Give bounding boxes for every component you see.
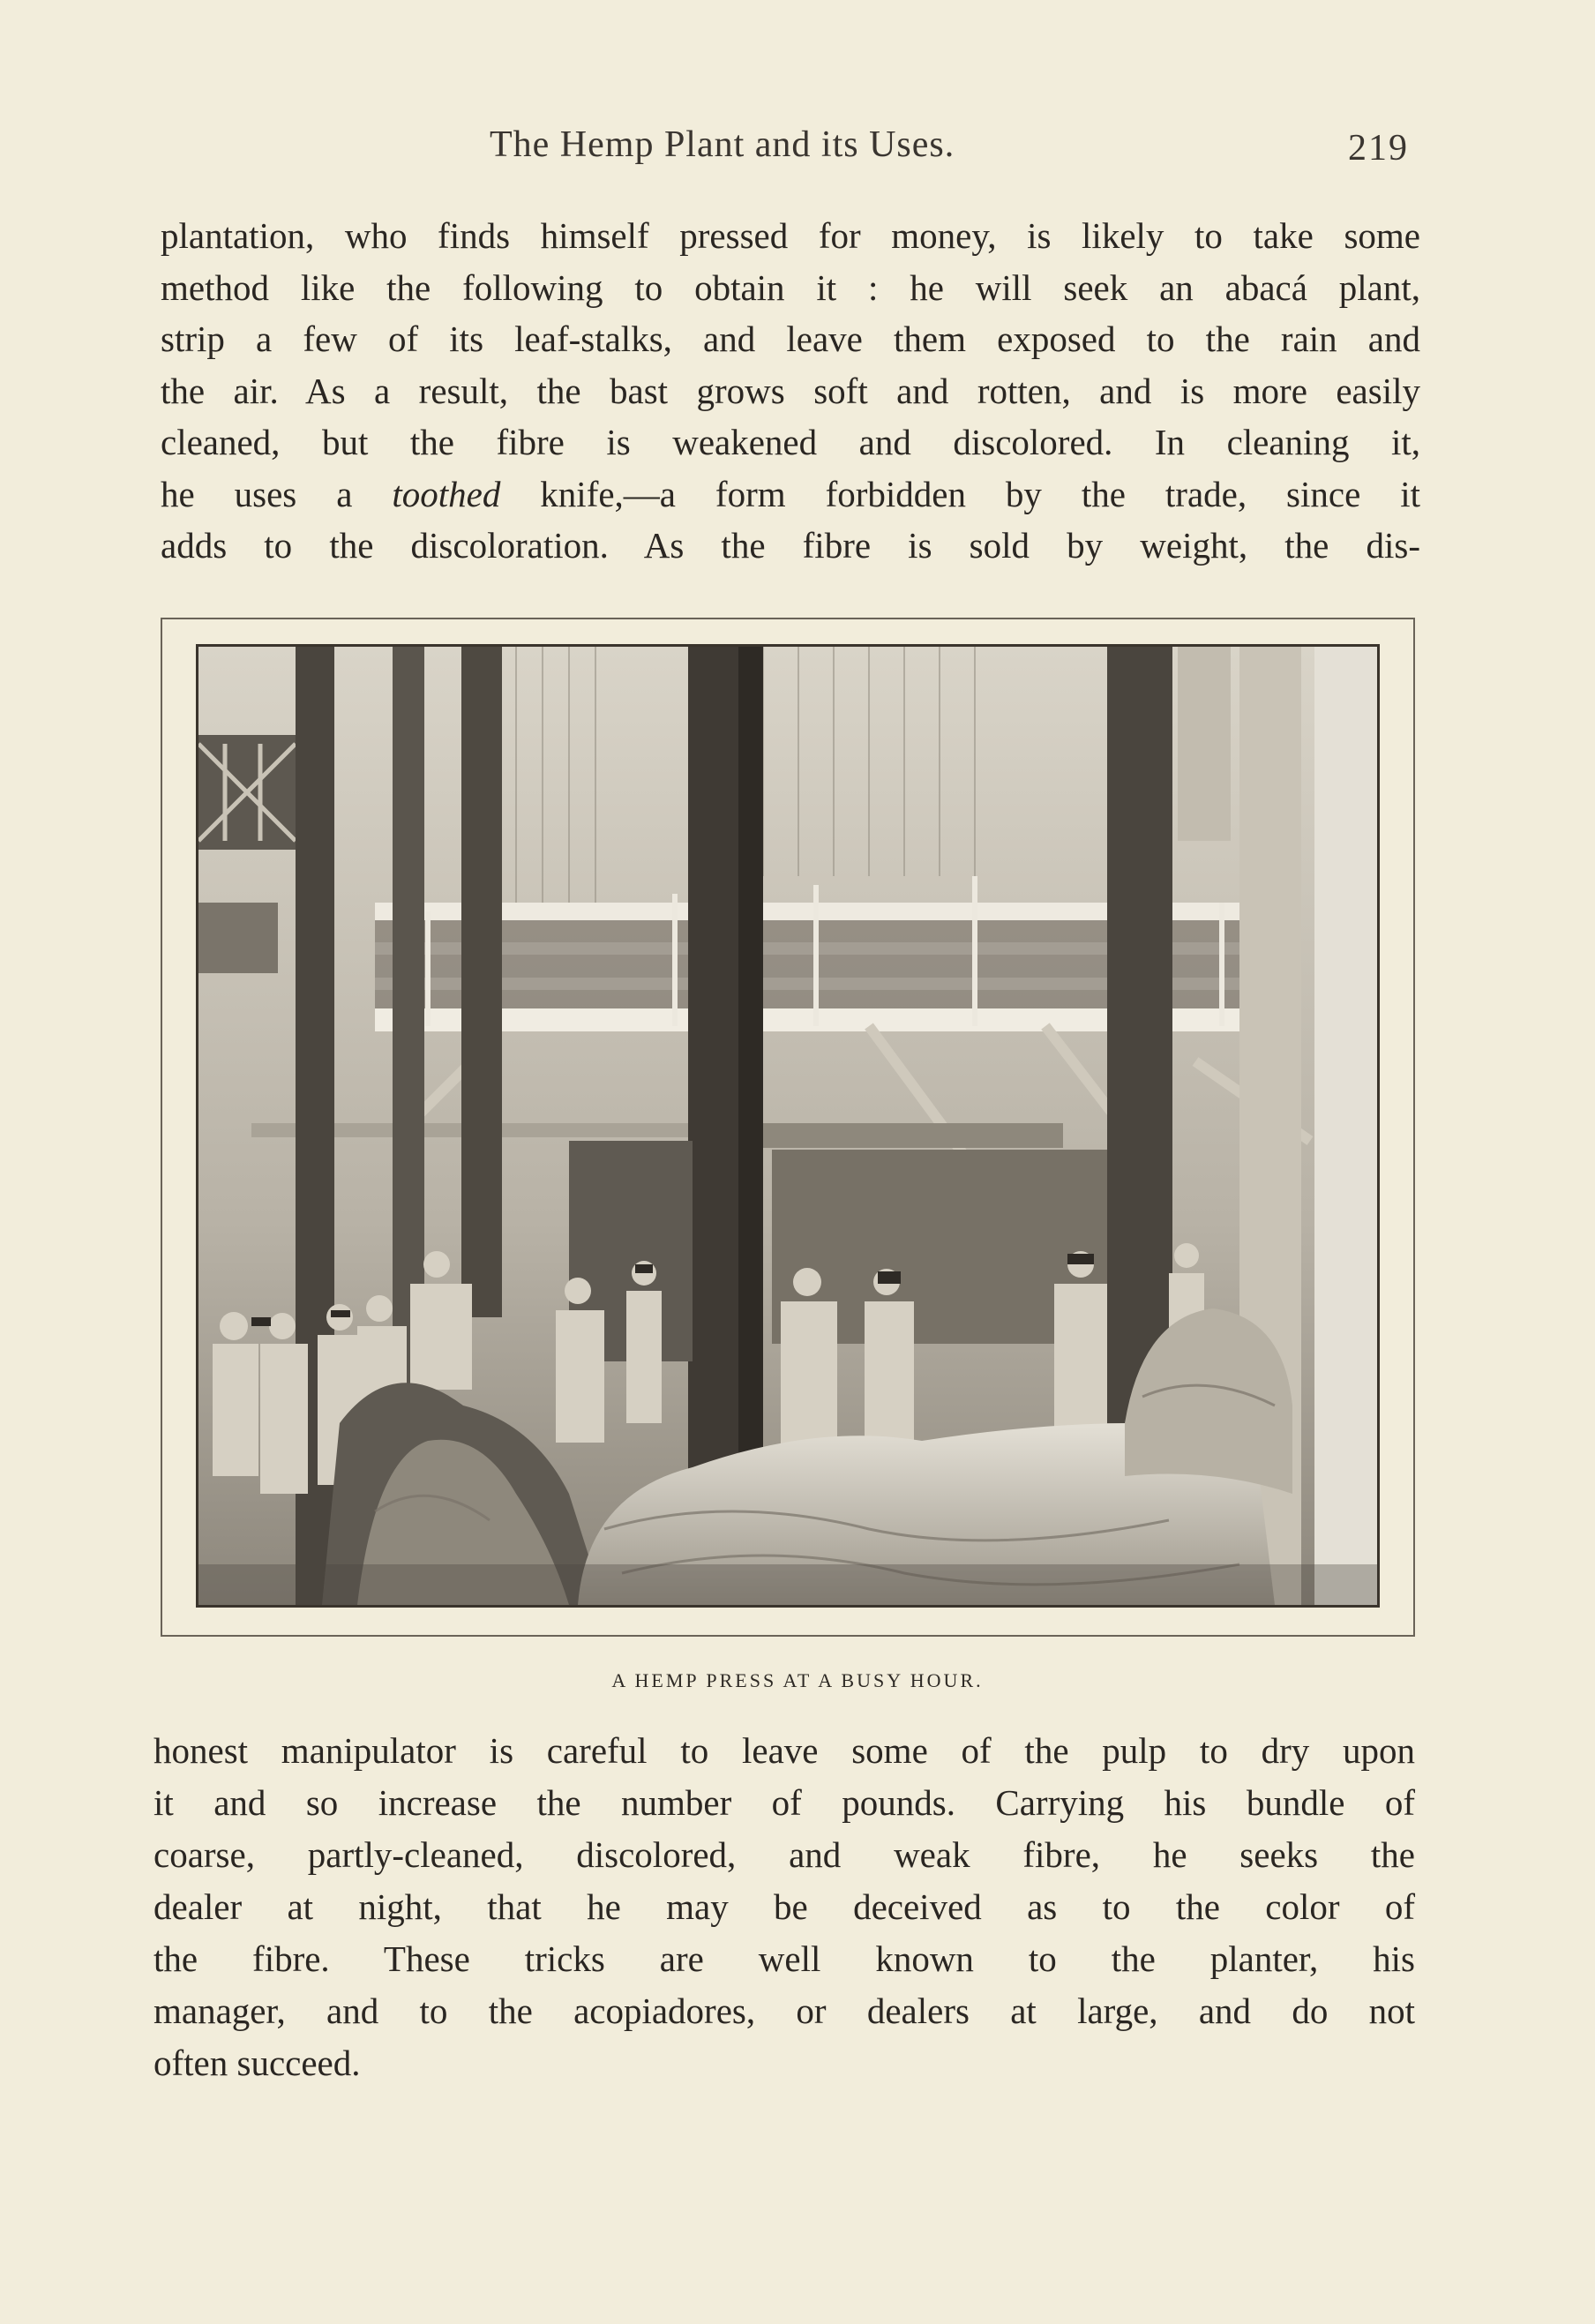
text-line: coarse, partly-cleaned, discolored, and weak fibre, he seeks the xyxy=(154,1834,1415,1875)
text-line: cleaned, but the fibre is weakened and discolored. In cleaning it, xyxy=(161,422,1420,462)
text-line: method like the following to obtain it : he will seek an abacá plant, xyxy=(161,266,1420,308)
top-paragraph xyxy=(161,210,1420,572)
text-line: plantation, who finds himself pressed for money, is likely to take some xyxy=(161,215,1420,256)
italic-word: toothed xyxy=(392,473,501,514)
text-line: the fibre. These tricks are well known to the planter, his xyxy=(154,1938,1415,1979)
text-line: dealer at night, that he may be deceived as to the color of xyxy=(154,1886,1415,1927)
line-rest: knife,—a form forbidden by the trade, since it xyxy=(540,473,1421,514)
text-line: often succeed. xyxy=(154,2043,361,2083)
line-prefix: he uses a xyxy=(161,473,353,514)
text-line-with-italic xyxy=(161,469,1420,521)
text-line: strip a few of its leaf-stalks, and leave them exposed to the rain and xyxy=(161,319,1420,359)
figure-caption: A HEMP PRESS AT A BUSY HOUR. xyxy=(611,1669,984,1691)
text-line: the air. As a result, the bast grows soft and rotten, and is more easily xyxy=(161,370,1420,411)
text-line: it and so increase the number of pounds. Carrying his bundle of xyxy=(154,1782,1415,1823)
running-title: The Hemp Plant and its Uses. xyxy=(490,124,955,165)
running-head xyxy=(0,124,1595,176)
photo-illustration xyxy=(198,647,1377,1605)
text-line: manager, and to the acopiadores, or dealers at large, and do not xyxy=(154,1990,1415,2031)
text-line: adds to the discoloration. As the fibre is sold by weight, the dis- xyxy=(161,525,1420,566)
page-number: 219 xyxy=(1348,128,1409,169)
bottom-paragraph xyxy=(154,1725,1415,2089)
hemp-press-photograph xyxy=(196,644,1380,1608)
text-line: honest manipulator is careful to leave some of the pulp to dry upon xyxy=(154,1730,1415,1771)
